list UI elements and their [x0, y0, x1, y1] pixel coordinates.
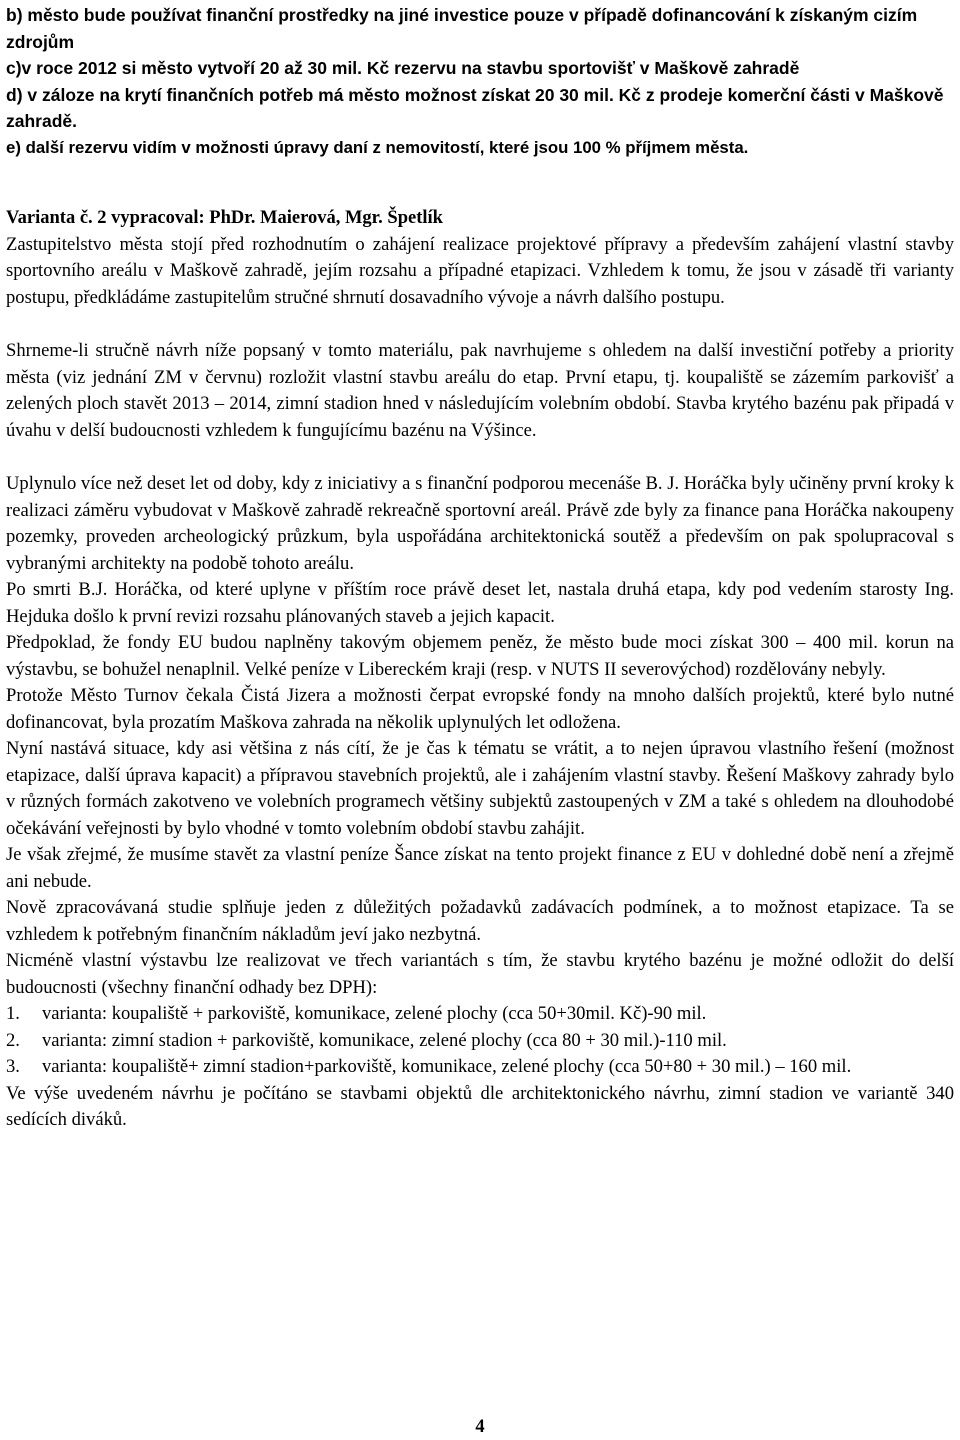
section-spacer [6, 161, 954, 205]
paragraph-closing: Ve výše uvedeném návrhu je počítáno se stavbami objektů dle architektonického návrhu, zimní stadion ve variantě 340 sedících diváků. [6, 1082, 954, 1130]
variants-list [6, 1001, 954, 1081]
paragraph-summary: Shrneme-li stručně návrh níže popsaný v tomto materiálu, pak navrhujeme s ohledem na další investiční potřeby a priority města (viz jednání ZM v červnu) rozložit vlastní stavbu areálu do etap. První etapu, tj. koupaliště se zázemím parkovišť a zelených ploch stavět 2013 – 2014, zimní stadion hned v následujícím volebním období. Stavba krytého bazénu pak připadá v úvahu v delší budoucnosti vzhledem k fungujícímu bazénu na Výšince. [6, 340, 954, 441]
financing-item-e: e) další rezervu vidím v možnosti úpravy daní z nemovitostí, které jsou 100 % příjmem města. [6, 137, 749, 157]
paragraph-gap [6, 311, 954, 338]
list-item [6, 1054, 954, 1081]
page-number: 4 [475, 1417, 485, 1437]
list-item-number: 1. [6, 1003, 20, 1024]
document-page [6, 2, 954, 1134]
paragraph-postponed: Protože Město Turnov čekala Čistá Jizera a možnosti čerpat evropské fondy na mnoho dalších projektů, které bylo nutné dofinancovat, byla prozatím Maškova zahrada na několik uplynulých let odložena. [6, 685, 954, 733]
paragraph-current-situation: Nyní nastává situace, kdy asi většina z nás cítí, že je čas k tématu se vrátit, a to nejen úpravou vlastního řešení (možnost etapizace, další úprava kapacit) a přípravou stavebních projektů, ale i zahájením vlastní stavby. Řešení Maškovy zahrady bylo v různých formách zakotveno ve volebních programech většiny subjektů zastoupených v ZM a také s ohledem na dlouhodobé očekávání veřejnosti by bylo vhodné v tomto volebním období stavbu zahájit. [6, 738, 954, 839]
paragraph-study: Nově zpracovávaná studie splňuje jeden z důležitých požadavků zadávacích podmínek, a to možnost etapizace. Ta se vzhledem k potřebným finančním nákladům jeví jako nezbytná. [6, 897, 954, 945]
list-item-text: varianta: koupaliště+ zimní stadion+parkoviště, komunikace, zelené plochy (cca 50+80 + 30 mil.) – 160 mil. [42, 1056, 852, 1077]
list-item-number: 3. [6, 1056, 20, 1077]
financing-item-b: b) město bude používat finanční prostředky na jiné investice pouze v případě dofinancování k získaným cizím zdrojům [6, 5, 918, 52]
financing-item-d: d) v záloze na krytí finančních potřeb má město možnost získat 20 30 mil. Kč z prodeje komerční části v Maškově zahradě. [6, 84, 944, 131]
list-item-number: 2. [6, 1029, 20, 1051]
paragraph-own-funds: Je však zřejmé, že musíme stavět za vlastní peníze Šance získat na tento projekt finance z EU v dohledné době není a zřejmě ani nebude. [6, 844, 954, 892]
paragraph-intro: Zastupitelstvo města stojí před rozhodnutím o zahájení realizace projektové přípravy a především zahájení vlastní stavby sportovního areálu v Maškově zahradě, jejím rozsahu a případné etapizaci. Vzhledem k tomu, že jsou v zásadě tři varianty postupu, předkládáme zastupitelům stručné shrnutí dosavadního vývoje a návrh dalšího postupu. [6, 233, 954, 308]
paragraph-gap [6, 444, 954, 471]
paragraph-eu-funds: Předpoklad, že fondy EU budou naplněny takovým objemem peněz, že město bude moci získat 300 – 400 mil. korun na výstavbu, se bohužel nenaplnil. Velké peníze v Libereckém kraji (resp. v NUTS II severovýchod) rozdělovány nebyly. [6, 632, 954, 680]
list-item-text: varianta: koupaliště + parkoviště, komunikace, zelené plochy (cca 50+30mil. Kč)-90 mil. [42, 1003, 707, 1024]
list-item-text: varianta: zimní stadion + parkoviště, komunikace, zelené plochy (cca 80 + 30 mil.)-110 mil. [42, 1029, 727, 1051]
financing-item-c: c)v roce 2012 si město vytvoří 20 až 30 mil. Kč rezervu na stavbu sportovišť v Maškově zahradě [6, 58, 800, 78]
section-heading: Varianta č. 2 vypracoval: PhDr. Maierová, Mgr. Špetlík [6, 208, 443, 228]
list-item [6, 1028, 954, 1055]
list-item [6, 1001, 954, 1028]
paragraph-history: Uplynulo více než deset let od doby, kdy z iniciativy a s finanční podporou mecenáše B. J. Horáčka byly učiněny první kroky k realizaci záměru vybudovat v Maškově zahradě rekreačně sportovní areál. Právě zde byly za finance pana Horáčka nakoupeny pozemky, proveden archeologický průzkum, byla uspořádána architektonická soutěž a především on pak spolupracoval s vybranými architekty na podobě tohoto areálu. [6, 473, 954, 574]
paragraph-second-stage: Po smrti B.J. Horáčka, od které uplyne v příštím roce právě deset let, nastala druhá etapa, kdy pod vedením starosty Ing. Hejduka došlo k první revizi rozsahu plánovaných staveb a jejich kapacit. [6, 579, 954, 627]
paragraph-variants-intro: Nicméně vlastní výstavbu lze realizovat ve třech variantách s tím, že stavbu krytého bazénu je možné odložit do delší budoucnosti (všechny finanční odhady bez DPH): [6, 950, 954, 998]
